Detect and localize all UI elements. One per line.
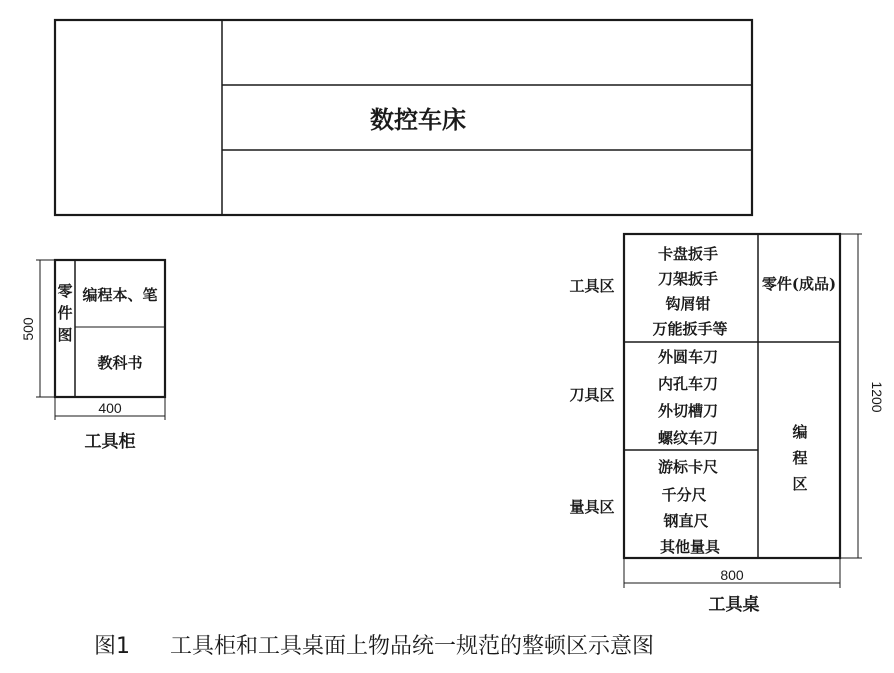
programming-zone-char-2: 程 (792, 449, 808, 467)
cutter-zone-item: 螺纹车刀 (657, 429, 719, 447)
cabinet-top-cell: 编程本、笔 (82, 286, 158, 304)
cutter-zone-item: 外圆车刀 (657, 348, 719, 366)
desk-height-label: 1200 (869, 381, 885, 413)
cutter-zone-item: 外切槽刀 (657, 402, 719, 420)
desk-title: 工具桌 (708, 595, 760, 615)
figure-caption (94, 634, 654, 659)
gauge-zone-item: 游标卡尺 (657, 458, 719, 476)
cabinet-height-label: 500 (20, 317, 36, 341)
programming-zone-char-1: 编 (792, 423, 808, 441)
lathe-label: 数控车床 (370, 105, 466, 134)
tool-zone-item: 万能扳手等 (652, 320, 728, 338)
desk-width-label: 800 (720, 567, 744, 583)
tool-zone-item: 钩屑钳 (665, 295, 711, 313)
cnc-lathe-block (55, 20, 752, 215)
finished-parts-label: 零件(成品) (761, 275, 837, 293)
figure-number: 图1 (94, 634, 130, 659)
tool-zone-item: 卡盘扳手 (657, 245, 719, 263)
tool-zone-item: 刀架扳手 (657, 270, 719, 288)
gauge-zone-item: 千分尺 (661, 486, 707, 504)
tool-zone-label: 工具区 (569, 277, 615, 295)
gauge-zone-item: 其他量具 (659, 538, 721, 556)
cabinet-left-char-2: 件 (57, 304, 73, 322)
cabinet-title: 工具柜 (84, 432, 136, 452)
gauge-zone-label: 量具区 (569, 498, 615, 516)
cutter-zone-label: 刀具区 (569, 386, 615, 404)
tool-desk (569, 234, 885, 615)
cabinet-width-label: 400 (98, 400, 122, 416)
cabinet-left-char-3: 图 (57, 326, 73, 344)
cabinet-bottom-cell: 教科书 (97, 354, 143, 372)
figure-caption-text: 工具柜和工具桌面上物品统一规范的整顿区示意图 (170, 634, 655, 659)
cutter-zone-item: 内孔车刀 (657, 375, 719, 393)
cabinet-left-char-1: 零 (57, 282, 73, 300)
programming-zone-char-3: 区 (792, 475, 808, 493)
tool-cabinet (20, 260, 165, 452)
gauge-zone-item: 钢直尺 (663, 512, 709, 530)
